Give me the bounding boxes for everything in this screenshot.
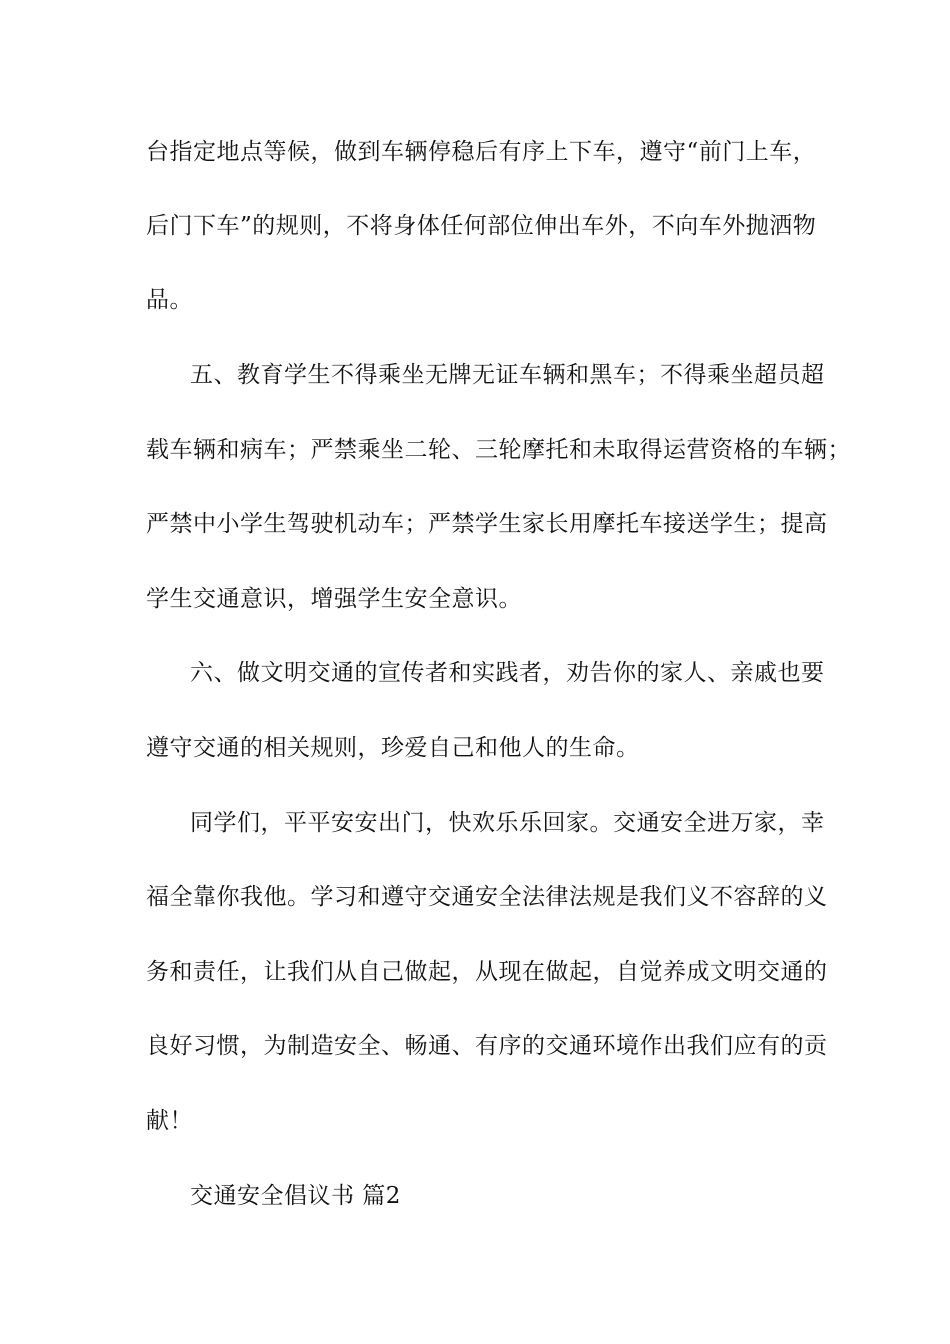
paragraph-line: 良好习惯，为制造安全、畅通、有序的交通环境作出我们应有的贡 [146,1033,828,1059]
paragraph-line: 品。 [146,287,193,313]
paragraph-line: 献！ [146,1108,193,1134]
paragraph-line: 载车辆和病车；严禁乘坐二轮、三轮摩托和未取得运营资格的车辆； [146,437,851,463]
paragraph-line: 遵守交通的相关规则，珍爱自己和他人的生命。 [146,735,640,761]
section-heading: 交通安全倡议书 篇2 [190,1183,401,1209]
paragraph-line: 学生交通意识，增强学生安全意识。 [146,586,522,612]
paragraph-line: 严禁中小学生驾驶机动车；严禁学生家长用摩托车接送学生；提高 [146,511,828,537]
paragraph-line: 务和责任，让我们从自己做起，从现在做起，自觉养成文明交通的 [146,959,828,985]
paragraph-line: 福全靠你我他。学习和遵守交通安全法律法规是我们义不容辞的义 [146,884,828,910]
paragraph-line: 台指定地点等候，做到车辆停稳后有序上下车，遵守“前门上车， [146,139,817,165]
paragraph-line: 六、做文明交通的宣传者和实践者，劝告你的家人、亲戚也要 [190,660,825,686]
paragraph-line: 同学们，平平安安出门，快欢乐乐回家。交通安全进万家，幸 [190,810,825,836]
paragraph-line: 五、教育学生不得乘坐无牌无证车辆和黑车；不得乘坐超员超 [190,362,825,388]
paragraph-line: 后门下车”的规则，不将身体任何部位伸出车外，不向车外抛洒物 [146,213,817,239]
